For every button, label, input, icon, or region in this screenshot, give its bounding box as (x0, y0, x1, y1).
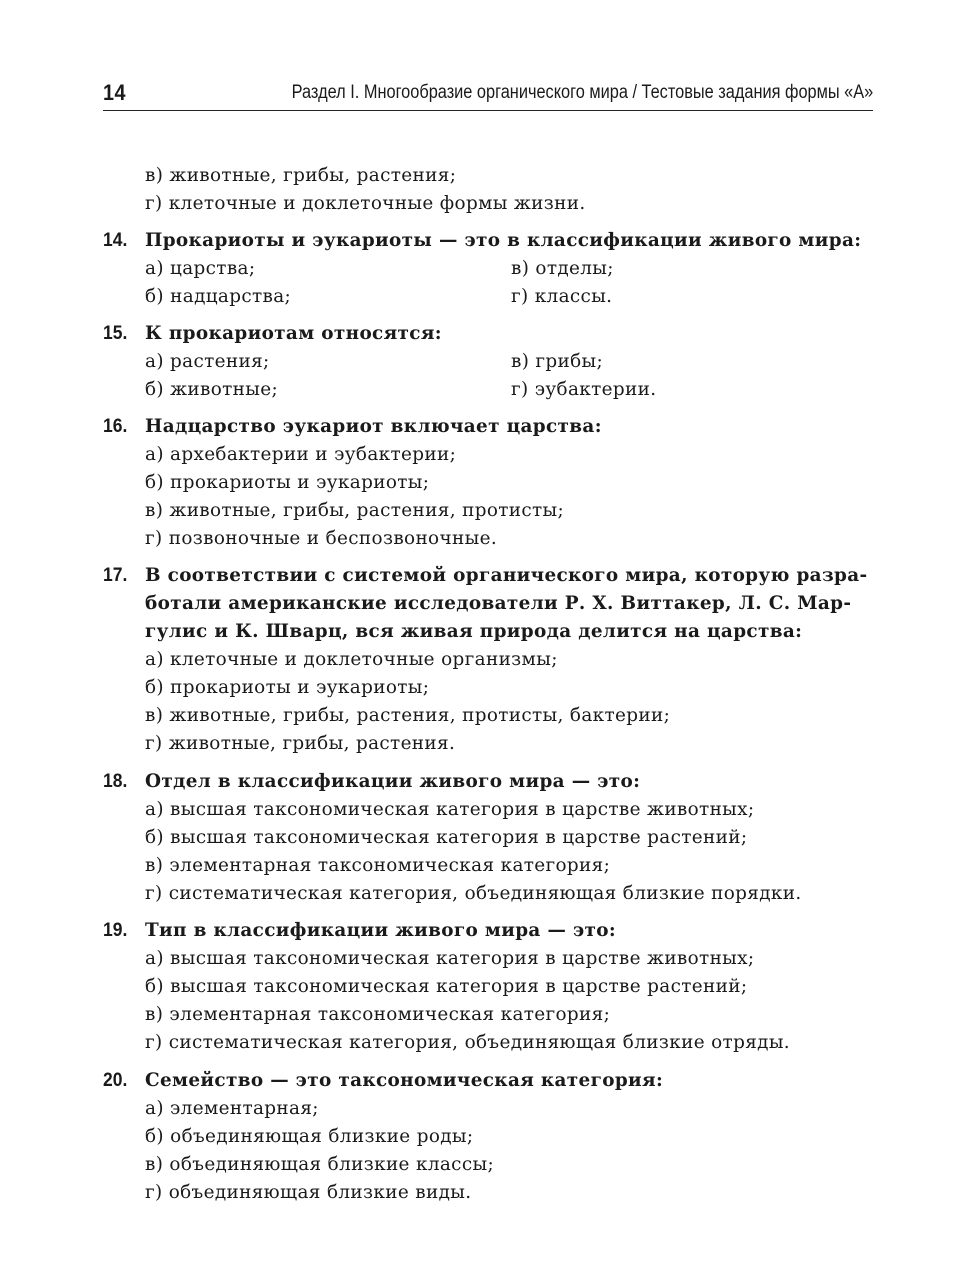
answer-option: в) животные, грибы, растения, протисты; (145, 500, 565, 521)
answer-option: г) классы. (511, 286, 613, 307)
answer-option: а) растения; (145, 351, 270, 372)
answer-option: б) прокариоты и эукариоты; (145, 472, 430, 493)
answer-option: г) клеточные и доклеточные формы жизни. (145, 193, 586, 214)
answer-option: а) элементарная; (145, 1098, 319, 1119)
answer-option: а) архебактерии и эубактерии; (145, 444, 457, 465)
answer-option: г) систематическая категория, объединяющая близкие отряды. (145, 1032, 791, 1053)
answer-option: б) животные; (145, 379, 279, 400)
answer-option: а) клеточные и доклеточные организмы; (145, 649, 558, 670)
book-page (103, 76, 873, 1203)
answer-option: а) царства; (145, 258, 256, 279)
answer-option: б) высшая таксономическая категория в царстве растений; (145, 976, 748, 997)
question-number: 17. (103, 565, 128, 586)
answer-option: в) элементарная таксономическая категория; (145, 855, 611, 876)
question-stem: В соответствии с системой органического мира, которую разра- (145, 565, 868, 586)
question-stem: Отдел в классификации живого мира — это: (145, 771, 641, 792)
answer-option: б) надцарства; (145, 286, 292, 307)
answer-option: в) животные, грибы, растения; (145, 165, 457, 186)
page-number: 14 (103, 80, 126, 105)
question-stem: Тип в классификации живого мира — это: (145, 920, 616, 941)
answer-option: б) прокариоты и эукариоты; (145, 677, 430, 698)
answer-option: г) эубактерии. (511, 379, 657, 400)
question-stem: К прокариотам относятся: (145, 323, 442, 344)
question-number: 14. (103, 230, 128, 251)
answer-option: в) отделы; (511, 258, 614, 279)
question-number: 16. (103, 416, 128, 437)
answer-option: в) животные, грибы, растения, протисты, бактерии; (145, 705, 671, 726)
answer-option: б) высшая таксономическая категория в царстве растений; (145, 827, 748, 848)
running-head: Раздел I. Многообразие органического мира / Тестовые задания формы «А» (291, 82, 873, 103)
answer-option: в) объединяющая близкие классы; (145, 1154, 495, 1175)
answer-option: г) животные, грибы, растения. (145, 733, 456, 754)
question-number: 19. (103, 920, 128, 941)
question-stem: Прокариоты и эукариоты — это в классификации живого мира: (145, 230, 862, 251)
answer-option: в) грибы; (511, 351, 604, 372)
question-stem: гулис и К. Шварц, вся живая природа делится на царства: (145, 621, 803, 642)
answer-option: а) высшая таксономическая категория в царстве животных; (145, 948, 755, 969)
page-header (103, 76, 873, 111)
answer-option: б) объединяющая близкие роды; (145, 1126, 474, 1147)
answer-option: а) высшая таксономическая категория в царстве животных; (145, 799, 755, 820)
answer-option: в) элементарная таксономическая категория; (145, 1004, 611, 1025)
question-stem: ботали американские исследователи Р. Х. Виттакер, Л. С. Мар- (145, 593, 852, 614)
answer-option: г) объединяющая близкие виды. (145, 1182, 472, 1203)
question-stem: Надцарство эукариот включает царства: (145, 416, 602, 437)
question-number: 15. (103, 323, 128, 344)
question-number: 20. (103, 1070, 128, 1091)
answer-option: г) позвоночные и беспозвоночные. (145, 528, 498, 549)
question-stem: Семейство — это таксономическая категория: (145, 1070, 664, 1091)
question-number: 18. (103, 771, 128, 792)
answer-option: г) систематическая категория, объединяющая близкие порядки. (145, 883, 802, 904)
